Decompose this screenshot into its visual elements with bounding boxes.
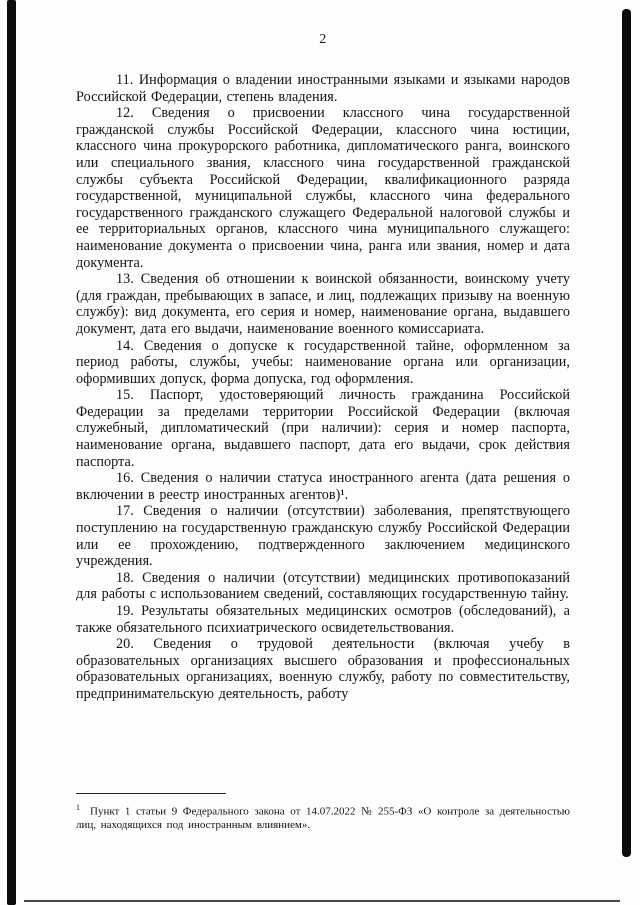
paragraph-17: 17. Сведения о наличии (отсутствии) заболевания, препятствующего поступлению на государственную гражданскую службу Российской Федерации или ее прохождению, подтвержденного заключением медицинского учреждения. bbox=[76, 503, 570, 570]
footnote-marker: 1 bbox=[76, 803, 80, 812]
footnote-separator bbox=[76, 793, 226, 794]
scan-artifact-left-bar bbox=[7, 0, 16, 905]
paragraph-13: 13. Сведения об отношении к воинской обязанности, воинскому учету (для граждан, пребывающих в запасе, и лиц, подлежащих призыву на военную службу): вид документа, его серия и номер, наименование органа, выдавшего документ, дата его выдачи, наименование военного комиссариата. bbox=[76, 271, 570, 337]
scan-artifact-bottom-line bbox=[24, 900, 620, 902]
scan-artifact-right-bar bbox=[622, 9, 631, 857]
paragraph-16: 16. Сведения о наличии статуса иностранного агента (дата решения о включении в реестр иностранных агентов)¹. bbox=[76, 470, 570, 503]
paragraph-15: 15. Паспорт, удостоверяющий личность гражданина Российской Федерации за пределами территории Российской Федерации (включая служебный, дипломатический (при наличии): серия и номер паспорта, наименование органа, выдавшего паспорт, дата его выдачи, срок действия паспорта. bbox=[76, 387, 570, 470]
footnote-area bbox=[76, 793, 570, 833]
page-number: 2 bbox=[319, 32, 327, 47]
page-body bbox=[76, 32, 570, 703]
footnote bbox=[76, 801, 570, 833]
paragraph-11: 11. Информация о владении иностранными языками и языками народов Российской Федерации, степень владения. bbox=[76, 72, 570, 105]
paragraph-18: 18. Сведения о наличии (отсутствии) медицинских противопоказаний для работы с использованием сведений, составляющих государственную тайну. bbox=[76, 569, 570, 603]
paragraph-12: 12. Сведения о присвоении классного чина государственной гражданской службы Российской Федерации, классного чина юстиции, классного чина прокурорского работника, дипломатического ранга, воинского или специального звания, классного чина государственной гражданской службы субъекта Российской Федерации, квалификационного разряда государственной, муниципальной службы, классного чина федерального государственного гражданского служащего Федеральной налоговой службы и ее территориальных органов, классного чина муниципального служащего: наименование документа о присвоении чина, ранга или звания, номер и дата документа. bbox=[76, 105, 570, 271]
footnote-text: Пункт 1 статьи 9 Федерального закона от 14.07.2022 № 255-ФЗ «О контроле за деятельностью лиц, находящихся под иностранным влиянием». bbox=[76, 805, 570, 832]
paragraph-19: 19. Результаты обязательных медицинских осмотров (обследований), а также обязательного психиатрического освидетельствования. bbox=[76, 603, 570, 636]
paragraph-14: 14. Сведения о допуске к государственной тайне, оформленном за период работы, службы, учебы: наименование органа или организации, оформивших допуск, форма допуска, год оформления. bbox=[76, 337, 570, 387]
paragraph-20: 20. Сведения о трудовой деятельности (включая учебу в образовательных организациях высшего образования и профессиональных образовательных организациях, военную службу, работу по совместительству, предпринимательскую деятельность, работу bbox=[76, 636, 570, 702]
